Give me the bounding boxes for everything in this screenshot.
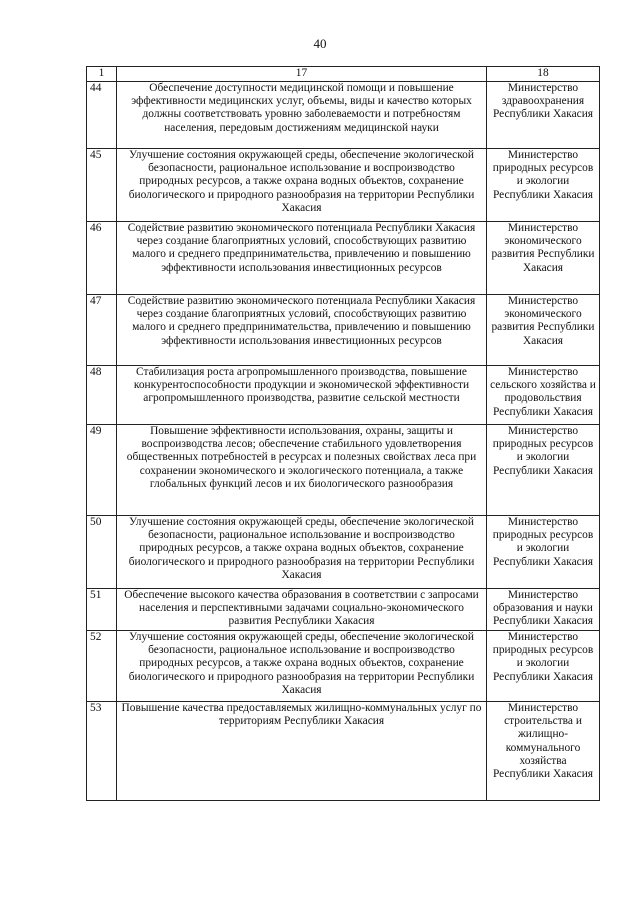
data-table xyxy=(86,66,600,801)
row-description: Улучшение состояния окружающей среды, обеспечение экологической безопасности, рациональное использование и воспроизводство природных ресурсов, а также охрана водных объектов, сохранение биологического и природного разнообразия на территории Республики Хакасия xyxy=(117,631,487,702)
row-description: Содействие развитию экономического потенциала Республики Хакасия через создание благоприятных условий, способствующих развитию малого и среднего предпринимательства, привлечению и повышению эффективности использования инвестиционных ресурсов xyxy=(117,222,487,295)
row-description: Обеспечение высокого качества образования в соответствии с запросами населения и перспективными задачами социально-экономического развития Республики Хакасия xyxy=(117,589,487,631)
row-responsible: Министерство природных ресурсов и экологии Республики Хакасия xyxy=(487,425,600,516)
table-row xyxy=(87,589,600,631)
row-number: 46 xyxy=(87,222,117,295)
row-number: 52 xyxy=(87,631,117,702)
row-responsible: Министерство образования и науки Республики Хакасия xyxy=(487,589,600,631)
column-header-responsible: 18 xyxy=(487,67,600,82)
row-description: Улучшение состояния окружающей среды, обеспечение экологической безопасности, рациональное использование и воспроизводство природных ресурсов, а также охрана водных объектов, сохранение биологического и природного разнообразия на территории Республики Хакасия xyxy=(117,149,487,222)
row-responsible: Министерство природных ресурсов и экологии Республики Хакасия xyxy=(487,516,600,589)
column-header-description: 17 xyxy=(117,67,487,82)
row-number: 44 xyxy=(87,82,117,149)
row-description: Содействие развитию экономического потенциала Республики Хакасия через создание благоприятных условий, способствующих развитию малого и среднего предпринимательства, привлечению и повышению эффективности использования инвестиционных ресурсов xyxy=(117,295,487,366)
row-responsible: Министерство экономического развития Республики Хакасия xyxy=(487,222,600,295)
table-row xyxy=(87,631,600,702)
row-description: Стабилизация роста агропромышленного производства, повышение конкурентоспособности продукции и экономической эффективности агропромышленного производства, развитие сельской местности xyxy=(117,366,487,425)
table-row xyxy=(87,425,600,516)
row-description: Улучшение состояния окружающей среды, обеспечение экологической безопасности, рациональное использование и воспроизводство природных ресурсов, а также охрана водных объектов, сохранение биологического и природного разнообразия на территории Республики Хакасия xyxy=(117,516,487,589)
page-number: 40 xyxy=(313,36,327,51)
row-number: 50 xyxy=(87,516,117,589)
table-row xyxy=(87,149,600,222)
table-row xyxy=(87,366,600,425)
table-row xyxy=(87,295,600,366)
row-number: 53 xyxy=(87,702,117,801)
table-row xyxy=(87,222,600,295)
row-responsible: Министерство строительства и жилищно-коммунального хозяйства Республики Хакасия xyxy=(487,702,600,801)
table-row xyxy=(87,82,600,149)
row-description: Обеспечение доступности медицинской помощи и повышение эффективности медицинских услуг, объемы, виды и качество которых должны соответствовать уровню заболеваемости и потребностям населения, передовым достижениям медицинской науки xyxy=(117,82,487,149)
table-header-row xyxy=(87,67,600,82)
row-responsible: Министерство природных ресурсов и экологии Республики Хакасия xyxy=(487,631,600,702)
row-responsible: Министерство здравоохранения Республики Хакасия xyxy=(487,82,600,149)
row-number: 48 xyxy=(87,366,117,425)
table-row xyxy=(87,702,600,801)
row-responsible: Министерство природных ресурсов и экологии Республики Хакасия xyxy=(487,149,600,222)
row-responsible: Министерство сельского хозяйства и продовольствия Республики Хакасия xyxy=(487,366,600,425)
table-row xyxy=(87,516,600,589)
row-number: 45 xyxy=(87,149,117,222)
row-responsible: Министерство экономического развития Республики Хакасия xyxy=(487,295,600,366)
column-header-number: 1 xyxy=(87,67,117,82)
row-number: 49 xyxy=(87,425,117,516)
row-number: 47 xyxy=(87,295,117,366)
row-description: Повышение эффективности использования, охраны, защиты и воспроизводства лесов; обеспечение стабильного удовлетворения общественных потребностей в ресурсах и полезных свойствах леса при сохранении экономического и экологического потенциала, а также глобальных функций лесов и их биологического разнообразия xyxy=(117,425,487,516)
row-description: Повышение качества предоставляемых жилищно-коммунальных услуг по территориям Республики Хакасия xyxy=(117,702,487,801)
row-number: 51 xyxy=(87,589,117,631)
